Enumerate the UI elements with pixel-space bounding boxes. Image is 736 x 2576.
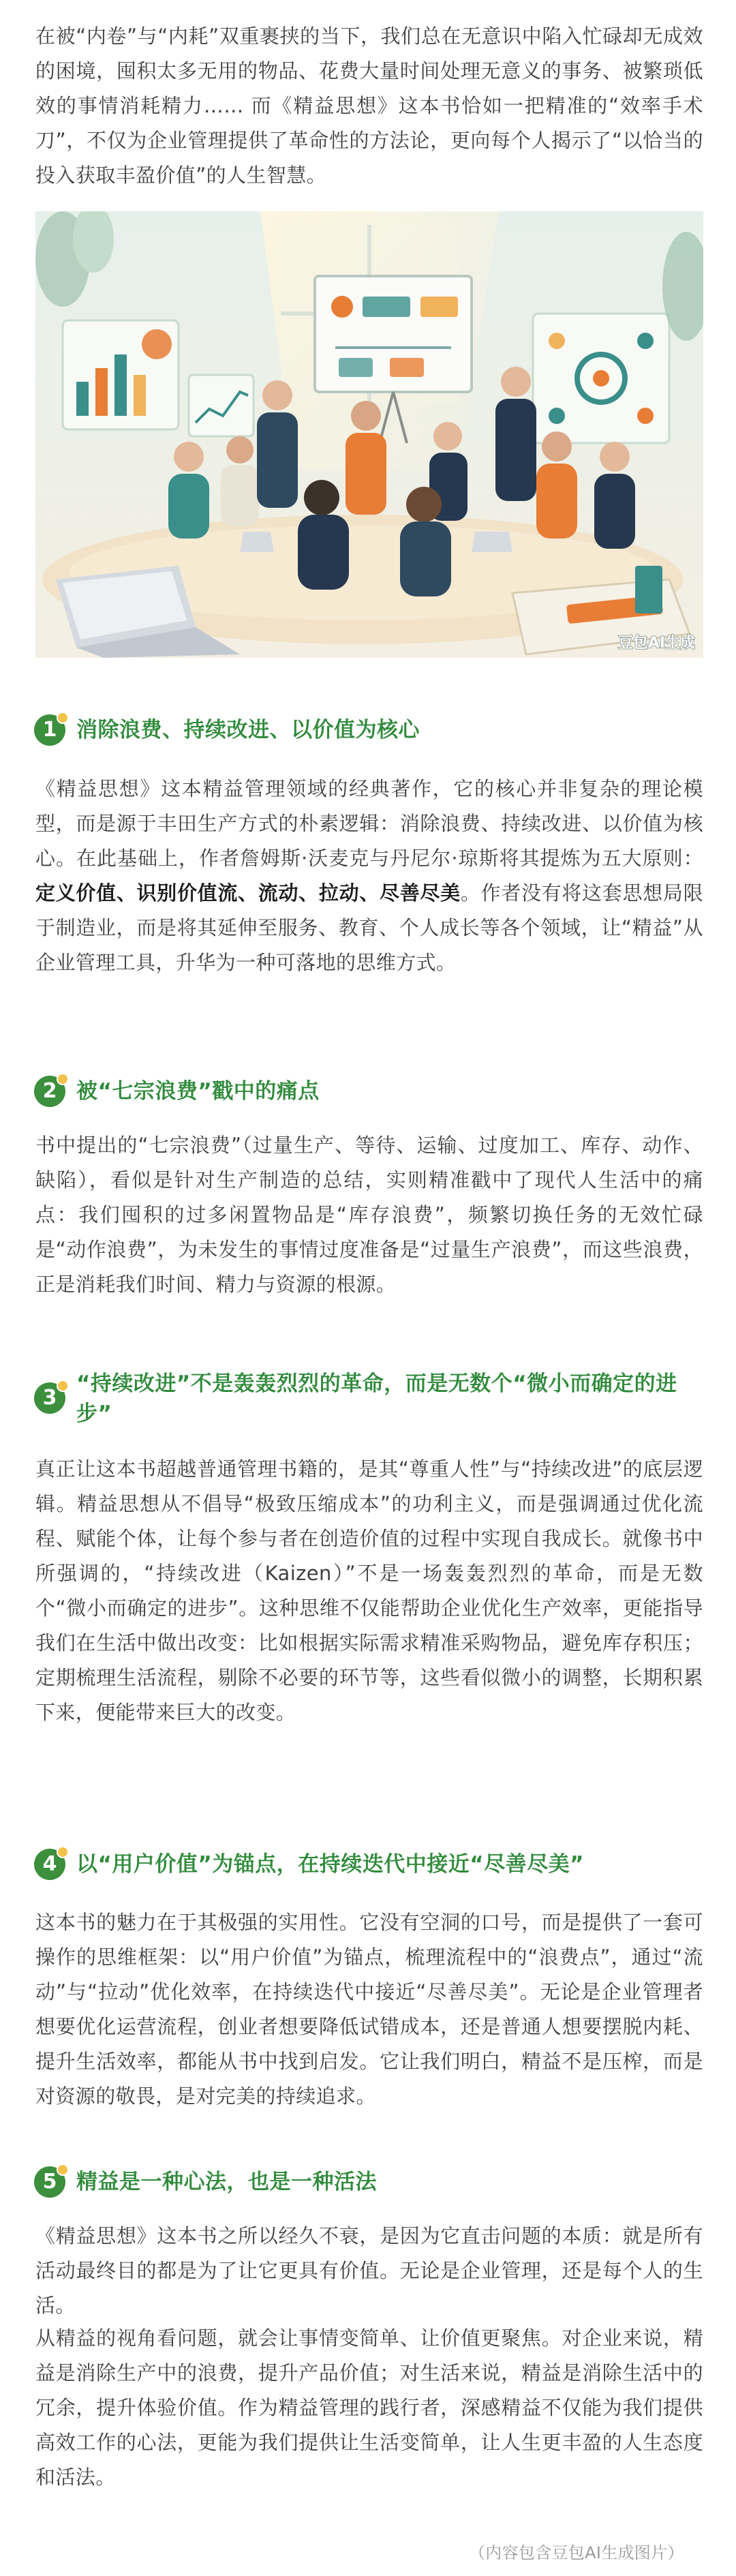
meeting-scene-image: [35, 211, 703, 658]
section-3-paragraph: 真正让这本书超越普通管理书籍的，是其“尊重人性”与“持续改进”的底层逻辑。精益思想从不倡导“极致压缩成本”的功利主义，而是强调通过优化流程、赋能个体，让每个参与者在创造价值的过程中实现自我成长。就像书中所强调的，“持续改进（Kaizen）”不是一场轰轰烈烈的革命，而是无数个“微小而确定的进步”。这种思维不仅能帮助企业优化生产效率，更能指导我们在生活中做出改变：比如根据实际需求精准采购物品，避免库存积压；定期梳理生活流程，剔除不必要的环节等，这些看似微小的调整，长期积累下来，便能带来巨大的改变。: [35, 1457, 703, 1724]
section-title: 精益是一种心法，也是一种活法: [76, 2170, 377, 2194]
section-5-paragraph-1: 《精益思想》这本书之所以经久不衰，是因为它直击问题的本质：就是所有活动最终目的都是为了让它更具有价值。无论是企业管理，还是每个人的生活。: [35, 2224, 703, 2317]
section-title: “持续改进”不是轰轰烈烈的革命，而是无数个“微小而确定的进步”: [76, 1372, 677, 1426]
paragraph-bold-text: 定义价值、识别价值流、流动、拉动、尽善尽美: [35, 881, 461, 905]
section-title: 被“七宗浪费”戳中的痛点: [76, 1079, 320, 1104]
intro-paragraph: 在被“内卷”与“内耗”双重裹挟的当下，我们总在无意识中陷入忙碌却无成效的困境，囤积太多无用的物品、花费大量时间处理无意义的事务、被繁琐低效的事情消耗精力…… 而《精益思想》这本书恰如一把精准的“效率手术刀”，不仅为企业管理提供了革命性的方法论，更向每个人揭示了“以恰当的投入获取丰盈价值”的人生智慧。: [35, 25, 703, 187]
section-1-paragraph: [35, 772, 703, 980]
section-number-badge: 1: [34, 714, 65, 746]
section-2-paragraph: 书中提出的“七宗浪费”（过量生产、等待、运输、过度加工、库存、动作、缺陷），看似是针对生产制造的总结，实则精准戳中了现代人生活中的痛点：我们囤积的过多闲置物品是“库存浪费”，频繁切换任务的无效忙碌是“动作浪费”，为未发生的事情过度准备是“过量生产浪费”，而这些浪费，正是消耗我们时间、精力与资源的根源。: [35, 1134, 703, 1296]
section-number-badge: 5: [34, 2166, 65, 2198]
section-title: 以“用户价值”为锚点，在持续迭代中接近“尽善尽美”: [76, 1852, 584, 1877]
section-number-badge: 2: [34, 1076, 65, 1107]
section-title: 消除浪费、持续改进、以价值为核心: [76, 718, 420, 742]
paragraph-text: 。作者没有将这套思想局限于制造业，而是将其延伸至服务、教育、个人成长等各个领域，让“精益”从企业管理工具，升华为一种可落地的思维方式。: [35, 881, 703, 974]
section-5-paragraph-2: 从精益的视角看问题，就会让事情变简单、让价值更聚焦。对企业来说，精益是消除生产中的浪费，提升产品价值；对生活来说，精益是消除生活中的冗余，提升体验价值。作为精益管理的践行者，深感精益不仅能为我们提供高效工作的心法，更能为我们提供让生活变简单，让人生更丰盈的人生态度和活法。: [35, 2327, 703, 2489]
hero-illustration: [35, 211, 703, 658]
section-4-paragraph: 这本书的魅力在于其极强的实用性。它没有空洞的口号，而是提供了一套可操作的思维框架：以“用户价值”为锚点，梳理流程中的“浪费点”，通过“流动”与“拉动”优化效率，在持续迭代中接近“尽善尽美”。无论是企业管理者想要优化运营流程，创业者想要降低试错成本，还是普通人想要摆脱内耗、提升生活效率，都能从书中找到启发。它让我们明白，精益不是压榨，而是对资源的敬畏，是对完美的持续追求。: [35, 1911, 703, 2108]
section-number-badge: 4: [34, 1849, 65, 1880]
paragraph-text: 《精益思想》这本精益管理领域的经典著作，它的核心并非复杂的理论模型，而是源于丰田生产方式的朴素逻辑：消除浪费、持续改进、以价值为核心。在此基础上，作者詹姆斯·沃麦克与丹尼尔·琼斯将其提炼为五大原则：: [35, 777, 703, 870]
ai-image-notice: （内容包含豆包AI生成图片）: [469, 2543, 684, 2562]
image-watermark: 豆包AI生成: [617, 635, 695, 652]
section-number-badge: 3: [34, 1382, 65, 1414]
